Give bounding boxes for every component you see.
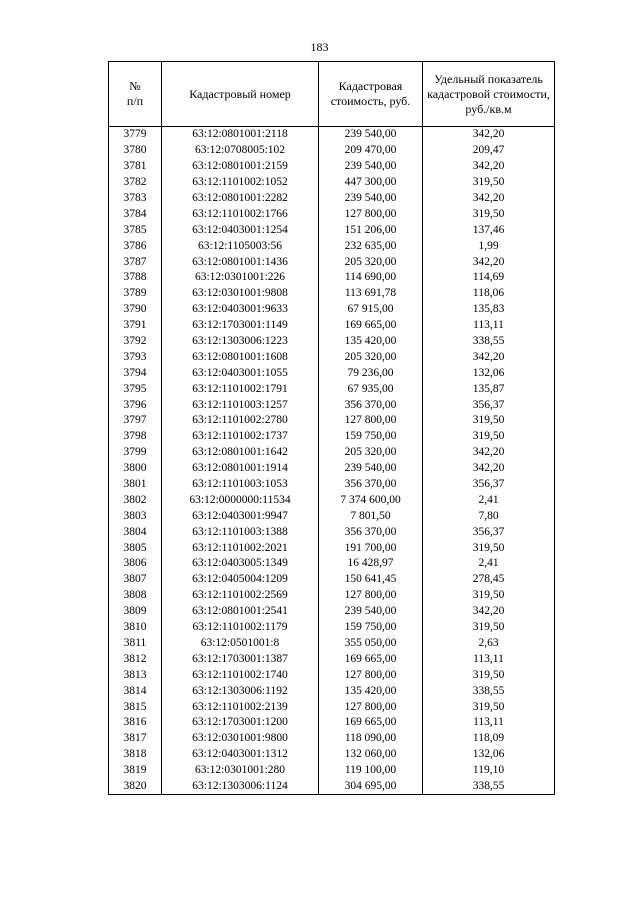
cell-specific-value: 356,37: [423, 477, 555, 493]
header-row-number-label: № п/п: [126, 79, 144, 108]
table-row: [109, 429, 555, 445]
table-row: [109, 143, 555, 159]
table-row: [109, 572, 555, 588]
cell-row-number: 3807: [109, 572, 162, 588]
cell-row-number: 3779: [109, 127, 162, 143]
cell-specific-value: 7,80: [423, 508, 555, 524]
cell-specific-value: 338,55: [423, 779, 555, 795]
cell-cadastral-number: 63:12:1703001:1387: [162, 651, 319, 667]
header-row-number: [109, 62, 162, 127]
cell-cadastral-number: 63:12:0801001:2282: [162, 191, 319, 207]
table-row: [109, 191, 555, 207]
table-row: [109, 731, 555, 747]
cell-row-number: 3790: [109, 302, 162, 318]
cell-row-number: 3805: [109, 540, 162, 556]
cell-cadastral-value: 169 665,00: [319, 651, 423, 667]
cell-row-number: 3818: [109, 747, 162, 763]
cell-cadastral-number: 63:12:1303006:1124: [162, 779, 319, 795]
cell-cadastral-number: 63:12:1101002:2021: [162, 540, 319, 556]
cell-cadastral-value: 150 641,45: [319, 572, 423, 588]
table-row: [109, 159, 555, 175]
cell-row-number: 3780: [109, 143, 162, 159]
table-row: [109, 349, 555, 365]
cell-cadastral-value: 159 750,00: [319, 429, 423, 445]
cell-cadastral-number: 63:12:1303006:1192: [162, 683, 319, 699]
cell-cadastral-value: 127 800,00: [319, 699, 423, 715]
cell-specific-value: 119,10: [423, 763, 555, 779]
cell-cadastral-value: 191 700,00: [319, 540, 423, 556]
cell-cadastral-value: 209 470,00: [319, 143, 423, 159]
cell-cadastral-value: 205 320,00: [319, 445, 423, 461]
cell-cadastral-number: 63:12:0801001:1436: [162, 254, 319, 270]
cell-specific-value: 342,20: [423, 349, 555, 365]
cell-specific-value: 319,50: [423, 699, 555, 715]
cell-specific-value: 342,20: [423, 191, 555, 207]
table-row: [109, 779, 555, 795]
cell-cadastral-value: 67 935,00: [319, 381, 423, 397]
table-row: [109, 715, 555, 731]
cell-row-number: 3786: [109, 238, 162, 254]
cell-cadastral-number: 63:12:0000000:11534: [162, 492, 319, 508]
cell-specific-value: 1,99: [423, 238, 555, 254]
cell-cadastral-value: 356 370,00: [319, 477, 423, 493]
cell-cadastral-number: 63:12:0403005:1349: [162, 556, 319, 572]
cell-cadastral-value: 205 320,00: [319, 254, 423, 270]
cell-row-number: 3802: [109, 492, 162, 508]
cell-specific-value: 135,83: [423, 302, 555, 318]
cell-row-number: 3812: [109, 651, 162, 667]
cell-cadastral-number: 63:12:0403001:1055: [162, 365, 319, 381]
cell-specific-value: 135,87: [423, 381, 555, 397]
table-row: [109, 127, 555, 143]
cell-row-number: 3810: [109, 620, 162, 636]
table-row: [109, 397, 555, 413]
table-row: [109, 604, 555, 620]
cell-row-number: 3813: [109, 667, 162, 683]
table-row: [109, 540, 555, 556]
cell-specific-value: 2,41: [423, 492, 555, 508]
cell-cadastral-number: 63:12:0801001:2541: [162, 604, 319, 620]
cell-cadastral-value: 169 665,00: [319, 715, 423, 731]
cell-cadastral-value: 151 206,00: [319, 222, 423, 238]
cell-cadastral-value: 205 320,00: [319, 349, 423, 365]
cell-cadastral-number: 63:12:1101002:1791: [162, 381, 319, 397]
table-row: [109, 508, 555, 524]
cell-specific-value: 113,11: [423, 651, 555, 667]
cadastral-value-table: [108, 61, 555, 795]
cell-row-number: 3797: [109, 413, 162, 429]
cell-row-number: 3820: [109, 779, 162, 795]
table-row: [109, 222, 555, 238]
cell-row-number: 3815: [109, 699, 162, 715]
cell-row-number: 3793: [109, 349, 162, 365]
cell-specific-value: 319,50: [423, 540, 555, 556]
table-body: [109, 127, 555, 795]
cell-row-number: 3803: [109, 508, 162, 524]
cell-cadastral-value: 304 695,00: [319, 779, 423, 795]
table-row: [109, 683, 555, 699]
cell-specific-value: 114,69: [423, 270, 555, 286]
cell-row-number: 3789: [109, 286, 162, 302]
cell-cadastral-value: 119 100,00: [319, 763, 423, 779]
cell-cadastral-value: 79 236,00: [319, 365, 423, 381]
table-row: [109, 334, 555, 350]
cell-specific-value: 319,50: [423, 588, 555, 604]
cell-cadastral-number: 63:12:0301001:226: [162, 270, 319, 286]
cell-row-number: 3800: [109, 461, 162, 477]
cell-cadastral-value: 127 800,00: [319, 588, 423, 604]
cell-cadastral-value: 132 060,00: [319, 747, 423, 763]
table-row: [109, 270, 555, 286]
cell-row-number: 3795: [109, 381, 162, 397]
cell-row-number: 3787: [109, 254, 162, 270]
cell-specific-value: 356,37: [423, 524, 555, 540]
cell-cadastral-value: 239 540,00: [319, 159, 423, 175]
cell-row-number: 3781: [109, 159, 162, 175]
table-row: [109, 699, 555, 715]
cell-cadastral-number: 63:12:0801001:1608: [162, 349, 319, 365]
cell-cadastral-number: 63:12:1101003:1388: [162, 524, 319, 540]
cell-cadastral-number: 63:12:0405004:1209: [162, 572, 319, 588]
cell-cadastral-value: 127 800,00: [319, 413, 423, 429]
cell-cadastral-value: 135 420,00: [319, 683, 423, 699]
cell-cadastral-value: 356 370,00: [319, 397, 423, 413]
cell-row-number: 3791: [109, 318, 162, 334]
cell-cadastral-number: 63:12:0403001:9633: [162, 302, 319, 318]
cell-cadastral-number: 63:12:0501001:8: [162, 636, 319, 652]
cell-specific-value: 132,06: [423, 365, 555, 381]
cell-cadastral-value: 239 540,00: [319, 604, 423, 620]
cell-row-number: 3785: [109, 222, 162, 238]
table-row: [109, 175, 555, 191]
header-cadastral-number: [162, 62, 319, 127]
cell-row-number: 3819: [109, 763, 162, 779]
table-row: [109, 318, 555, 334]
cell-specific-value: 342,20: [423, 254, 555, 270]
cell-cadastral-number: 63:12:1101002:2569: [162, 588, 319, 604]
cell-cadastral-number: 63:12:1703001:1200: [162, 715, 319, 731]
cell-specific-value: 319,50: [423, 667, 555, 683]
cell-row-number: 3796: [109, 397, 162, 413]
cell-cadastral-value: 356 370,00: [319, 524, 423, 540]
cell-cadastral-number: 63:12:0301001:9800: [162, 731, 319, 747]
table-row: [109, 206, 555, 222]
cell-specific-value: 342,20: [423, 461, 555, 477]
table-row: [109, 763, 555, 779]
cell-row-number: 3801: [109, 477, 162, 493]
cell-cadastral-value: 447 300,00: [319, 175, 423, 191]
cell-cadastral-value: 127 800,00: [319, 206, 423, 222]
cell-row-number: 3809: [109, 604, 162, 620]
cell-row-number: 3788: [109, 270, 162, 286]
table-row: [109, 524, 555, 540]
table-header-row: [109, 62, 555, 127]
cell-specific-value: 319,50: [423, 620, 555, 636]
cell-cadastral-number: 63:12:1101002:1766: [162, 206, 319, 222]
cell-specific-value: 118,09: [423, 731, 555, 747]
header-specific-value: [423, 62, 555, 127]
cell-cadastral-value: 239 540,00: [319, 127, 423, 143]
cell-row-number: 3811: [109, 636, 162, 652]
cell-specific-value: 113,11: [423, 715, 555, 731]
cell-specific-value: 2,63: [423, 636, 555, 652]
cell-cadastral-value: 16 428,97: [319, 556, 423, 572]
table-row: [109, 588, 555, 604]
cell-specific-value: 319,50: [423, 206, 555, 222]
cell-row-number: 3814: [109, 683, 162, 699]
cell-cadastral-value: 7 374 600,00: [319, 492, 423, 508]
cell-row-number: 3806: [109, 556, 162, 572]
cell-row-number: 3783: [109, 191, 162, 207]
cell-specific-value: 2,41: [423, 556, 555, 572]
cell-specific-value: 342,20: [423, 445, 555, 461]
cell-row-number: 3808: [109, 588, 162, 604]
cell-row-number: 3792: [109, 334, 162, 350]
cell-cadastral-value: 159 750,00: [319, 620, 423, 636]
table-row: [109, 445, 555, 461]
cell-cadastral-value: 239 540,00: [319, 461, 423, 477]
table-row: [109, 381, 555, 397]
cell-cadastral-number: 63:12:1105003:56: [162, 238, 319, 254]
cell-specific-value: 342,20: [423, 159, 555, 175]
table-row: [109, 492, 555, 508]
table-row: [109, 254, 555, 270]
header-cadastral-value-label: Кадастровая стоимость, руб.: [330, 79, 411, 108]
cell-cadastral-value: 67 915,00: [319, 302, 423, 318]
cell-cadastral-number: 63:12:0403001:1312: [162, 747, 319, 763]
cell-row-number: 3798: [109, 429, 162, 445]
page-number: 183: [310, 40, 329, 54]
table-row: [109, 651, 555, 667]
cell-cadastral-number: 63:12:0801001:1642: [162, 445, 319, 461]
table-row: [109, 620, 555, 636]
cell-cadastral-value: 114 690,00: [319, 270, 423, 286]
cell-specific-value: 132,06: [423, 747, 555, 763]
cell-specific-value: 278,45: [423, 572, 555, 588]
cell-cadastral-number: 63:12:0801001:2118: [162, 127, 319, 143]
cell-cadastral-number: 63:12:1303006:1223: [162, 334, 319, 350]
table-row: [109, 477, 555, 493]
cell-cadastral-number: 63:12:0801001:1914: [162, 461, 319, 477]
cell-cadastral-number: 63:12:1101002:1052: [162, 175, 319, 191]
table-row: [109, 667, 555, 683]
cell-cadastral-number: 63:12:1703001:1149: [162, 318, 319, 334]
cell-cadastral-number: 63:12:0708005:102: [162, 143, 319, 159]
cell-cadastral-number: 63:12:1101002:2780: [162, 413, 319, 429]
cell-specific-value: 319,50: [423, 429, 555, 445]
cell-row-number: 3794: [109, 365, 162, 381]
cell-specific-value: 342,20: [423, 604, 555, 620]
cell-specific-value: 356,37: [423, 397, 555, 413]
table-row: [109, 556, 555, 572]
cell-specific-value: 319,50: [423, 175, 555, 191]
cell-specific-value: 209,47: [423, 143, 555, 159]
cell-cadastral-value: 232 635,00: [319, 238, 423, 254]
cell-cadastral-value: 135 420,00: [319, 334, 423, 350]
cell-cadastral-value: 355 050,00: [319, 636, 423, 652]
cell-cadastral-value: 113 691,78: [319, 286, 423, 302]
cell-specific-value: 342,20: [423, 127, 555, 143]
cell-cadastral-number: 63:12:1101003:1053: [162, 477, 319, 493]
cell-specific-value: 338,55: [423, 334, 555, 350]
table-row: [109, 302, 555, 318]
cell-cadastral-number: 63:12:1101002:1179: [162, 620, 319, 636]
table-row: [109, 238, 555, 254]
cell-row-number: 3782: [109, 175, 162, 191]
cell-row-number: 3799: [109, 445, 162, 461]
cell-cadastral-number: 63:12:1101002:1740: [162, 667, 319, 683]
cell-cadastral-number: 63:12:0801001:2159: [162, 159, 319, 175]
cell-row-number: 3804: [109, 524, 162, 540]
table-row: [109, 747, 555, 763]
table-row: [109, 636, 555, 652]
cell-cadastral-value: 169 665,00: [319, 318, 423, 334]
cell-row-number: 3784: [109, 206, 162, 222]
cell-cadastral-number: 63:12:0301001:280: [162, 763, 319, 779]
table-row: [109, 286, 555, 302]
cell-cadastral-value: 239 540,00: [319, 191, 423, 207]
table-row: [109, 365, 555, 381]
header-specific-value-label: Удельный показатель кадастровой стоимости, руб./кв.м: [427, 71, 550, 116]
cell-specific-value: 118,06: [423, 286, 555, 302]
table-row: [109, 413, 555, 429]
cell-cadastral-value: 7 801,50: [319, 508, 423, 524]
cell-cadastral-number: 63:12:0301001:9808: [162, 286, 319, 302]
cell-cadastral-number: 63:12:1101002:2139: [162, 699, 319, 715]
cell-row-number: 3816: [109, 715, 162, 731]
cell-specific-value: 338,55: [423, 683, 555, 699]
header-cadastral-number-label: Кадастровый номер: [189, 86, 291, 101]
cell-cadastral-number: 63:12:0403001:1254: [162, 222, 319, 238]
cell-cadastral-value: 118 090,00: [319, 731, 423, 747]
cell-row-number: 3817: [109, 731, 162, 747]
cell-cadastral-value: 127 800,00: [319, 667, 423, 683]
cell-specific-value: 113,11: [423, 318, 555, 334]
cell-specific-value: 137,46: [423, 222, 555, 238]
cell-specific-value: 319,50: [423, 413, 555, 429]
table-row: [109, 461, 555, 477]
cell-cadastral-number: 63:12:1101003:1257: [162, 397, 319, 413]
header-cadastral-value: [319, 62, 423, 127]
cell-cadastral-number: 63:12:1101002:1737: [162, 429, 319, 445]
cell-cadastral-number: 63:12:0403001:9947: [162, 508, 319, 524]
